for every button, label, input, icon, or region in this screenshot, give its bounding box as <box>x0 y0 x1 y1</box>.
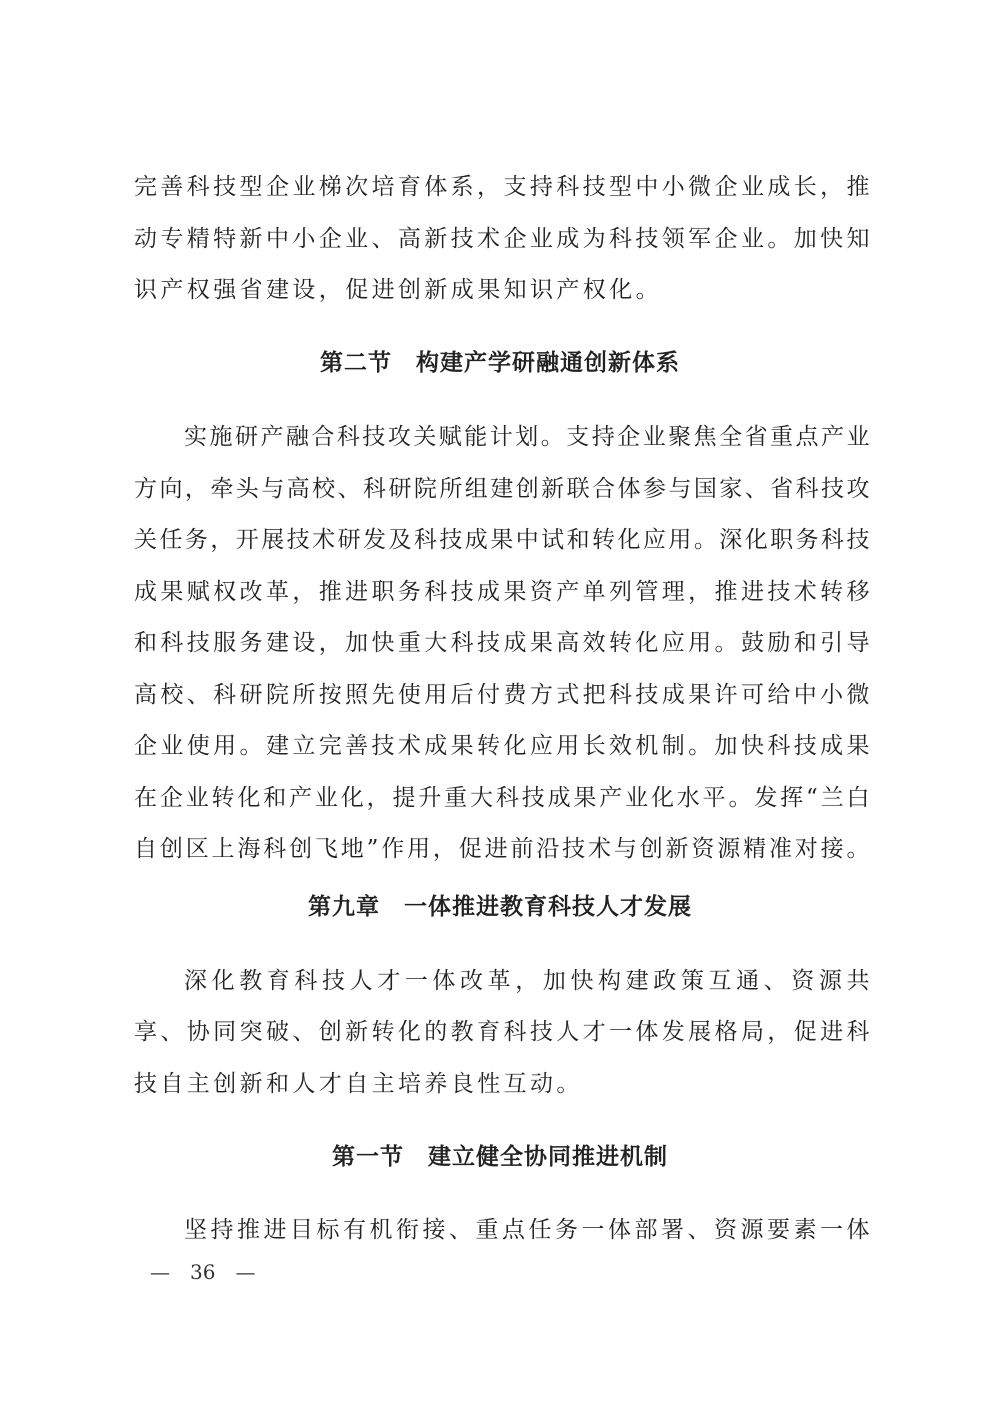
paragraph-2-line-6: 高校、科研院所按照先使用后付费方式把科技成果许可给中小微 <box>134 682 870 708</box>
paragraph-1-line-1: 完善科技型企业梯次培育体系，支持科技型中小微企业成长，推 <box>134 174 870 200</box>
paragraph-2-line-8: 在企业转化和产业化，提升重大科技成果产业化水平。发挥“兰白 <box>134 785 870 811</box>
paragraph-3-line-3: 技自主创新和人才自主培养良性互动。 <box>134 1071 583 1097</box>
paragraph-2-line-5: 和科技服务建设，加快重大科技成果高效转化应用。鼓励和引导 <box>134 630 870 656</box>
paragraph-2-line-4: 成果赋权改革，推进职务科技成果资产单列管理，推进技术转移 <box>134 579 870 605</box>
page-number: — 36 — <box>150 1260 256 1284</box>
paragraph-1-line-3: 识产权强省建设，促进创新成果知识产权化。 <box>134 277 662 303</box>
section-2-heading: 第二节 构建产学研融通创新体系 <box>320 349 680 376</box>
paragraph-3-line-1: 深化教育科技人才一体改革，加快构建政策互通、资源共 <box>184 968 870 994</box>
paragraph-2-line-3: 关任务，开展技术研发及科技成果中试和转化应用。深化职务科技 <box>134 527 870 553</box>
paragraph-2-line-7: 企业使用。建立完善技术成果转化应用长效机制。加快科技成果 <box>134 733 870 759</box>
paragraph-3-line-2: 享、协同突破、创新转化的教育科技人才一体发展格局，促进科 <box>134 1019 870 1045</box>
paragraph-2-line-1: 实施研产融合科技攻关赋能计划。支持企业聚焦全省重点产业 <box>184 424 870 450</box>
paragraph-4-line-1: 坚持推进目标有机衔接、重点任务一体部署、资源要素一体 <box>184 1217 870 1243</box>
paragraph-2-line-9: 自创区上海科创飞地”作用，促进前沿技术与创新资源精准对接。 <box>134 836 870 862</box>
chapter-9-heading: 第九章 一体推进教育科技人才发展 <box>308 894 692 920</box>
section-1-heading: 第一节 建立健全协同推进机制 <box>332 1143 668 1170</box>
paragraph-2-line-2: 方向，牵头与高校、科研院所组建创新联合体参与国家、省科技攻 <box>134 476 870 502</box>
paragraph-1-line-2: 动专精特新中小企业、高新技术企业成为科技领军企业。加快知 <box>134 226 870 252</box>
